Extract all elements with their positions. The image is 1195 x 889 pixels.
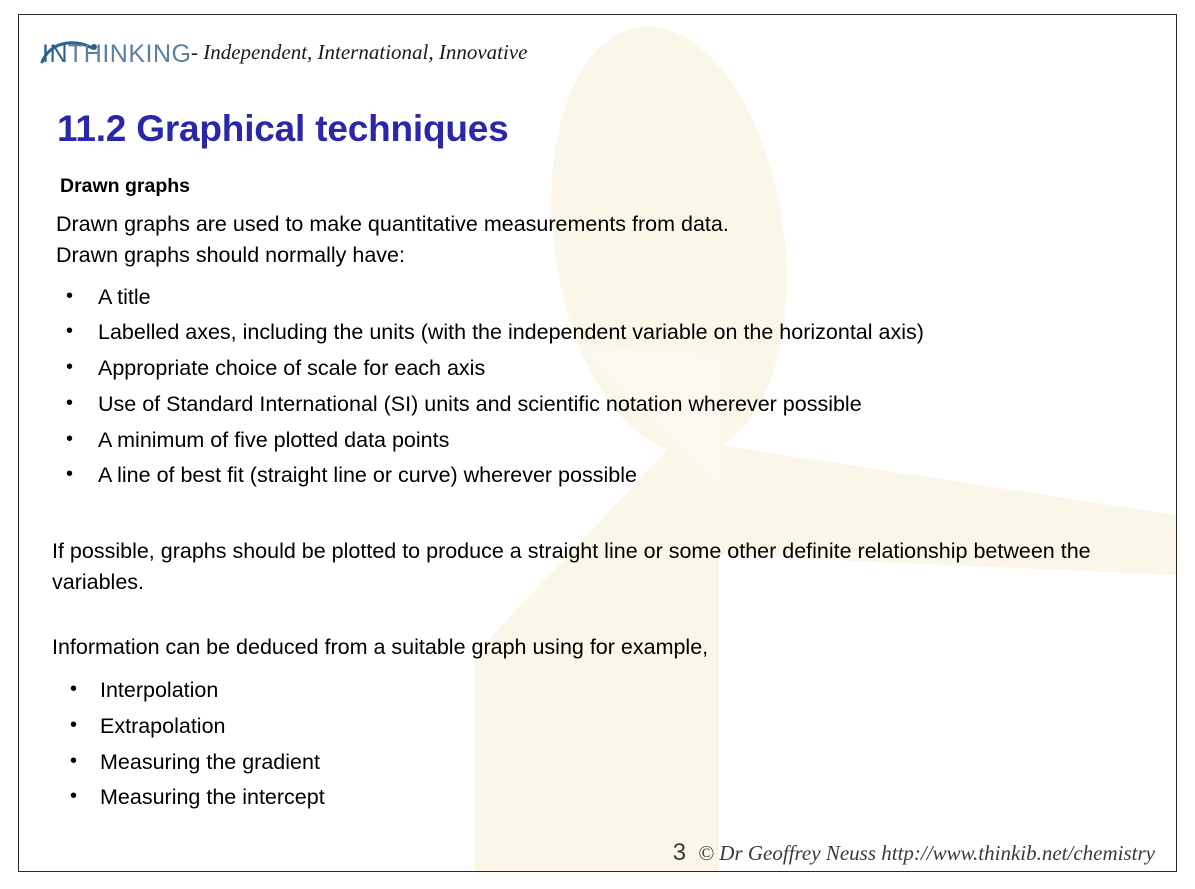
logo-text-in: IN [42,40,68,68]
list-item: • A minimum of five plotted data points [52,423,1162,459]
slide-body [52,175,1162,816]
list-item: • Extrapolation [52,709,1162,745]
list-item: • A title [52,280,1162,316]
list-item: • Measuring the intercept [52,780,1162,816]
intro-line-1: Drawn graphs are used to make quantitative measurements from data. [56,212,729,236]
page-number: 3 [672,839,687,866]
list-item: • Interpolation [52,673,1162,709]
page-title: 11.2 Graphical techniques [57,108,509,149]
header [42,28,527,76]
requirements-list [52,280,1162,494]
list-item: • Measuring the gradient [52,745,1162,781]
note-paragraph: If possible, graphs should be plotted to produce a straight line or some other definite relationship between the variables. [52,538,1091,595]
logo-wordmark [42,40,191,69]
deduce-intro: Information can be deduced from a suitable graph using for example, [52,635,709,660]
intro-line-2: Drawn graphs should normally have: [56,243,405,268]
list-item: • Use of Standard International (SI) units and scientific notation wherever possible [52,387,1162,423]
copyright-notice: © Dr Geoffrey Neuss http://www.thinkib.net/chemistry [698,841,1155,865]
list-item: • A line of best fit (straight line or curve) wherever possible [52,458,1162,494]
tagline: - Independent, International, Innovative [191,39,528,64]
deduce-list [52,673,1162,816]
list-item: • Labelled axes, including the units (with the independent variable on the horizontal axis) [52,315,1162,351]
inthinking-logo [42,32,192,72]
list-item: • Appropriate choice of scale for each axis [52,351,1162,387]
section-subheading: Drawn graphs [60,175,191,197]
logo-text-thinking: THINKING [68,40,192,68]
footer [673,839,1155,867]
